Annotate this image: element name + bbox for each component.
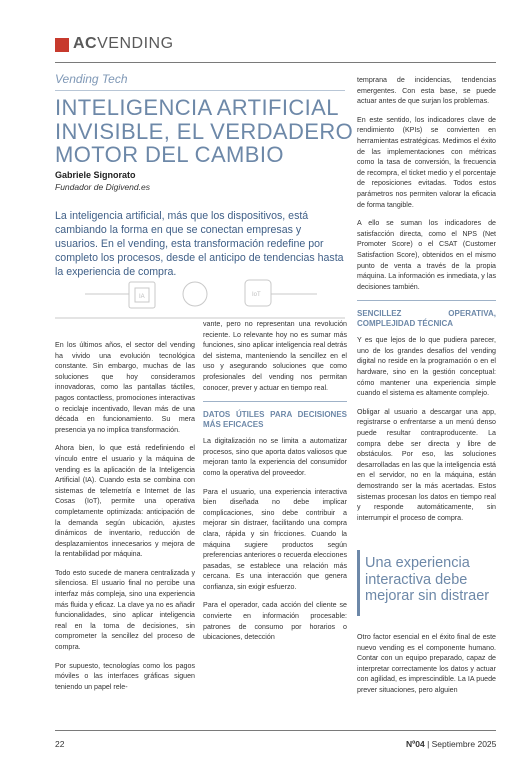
column-1 [55, 340, 195, 700]
brand-vending: VENDING [97, 35, 174, 52]
footer-rule [55, 730, 496, 731]
brand-logo [73, 35, 174, 53]
ia-label: IA [139, 294, 145, 300]
brand-ac: AC [73, 35, 98, 52]
subhead-rule [203, 401, 347, 402]
issue-number: Nº04 [406, 739, 425, 749]
paragraph: Para el operador, cada acción del cliente se convierte en información procesable: patrones de consumo por horarios o ubicaciones, detección [203, 601, 347, 642]
subhead-rule [357, 300, 496, 301]
pull-quote-bar [357, 550, 360, 616]
paragraph: La digitalización no se limita a automatizar procesos, sino que aporta datos valiosos que mejoran tanto la experiencia del consumidor como la operativa del proveedor. [203, 437, 347, 477]
paragraph: A ello se suman los indicadores de satisfacción directa, como el NPS (Net Promoter Score) o el CSAT (Customer Satisfaction Score), obtenidos en el mismo punto de venta a través de la propia máquina. La información es inmediata, y las decisiones también. [357, 219, 496, 291]
author-name: Gabriele Signorato [55, 170, 136, 180]
pull-quote: Una experiencia interactiva debe mejorar sin distraer [365, 555, 490, 604]
paragraph: Ahora bien, lo que está redefiniendo el vínculo entre el usuario y la máquina de vending es la aplicación de la Inteligencia Artificial (IA). Cuando esta se combina con sistemas de telemetría e Internet de las Cosas (IoT), permite una operativa completamente optimizada: anticipación de la demanda según ubicación, ajustes dinámicos de inventario, reducción de desplazamientos innecesarios y mejora de la rentabilidad por máquina. [55, 444, 195, 559]
ring-icon [183, 282, 207, 306]
column-3 [357, 75, 496, 531]
paragraph: Todo esto sucede de manera centralizada y silenciosa. El usuario final no percibe una interfaz más compleja, sino una experiencia más fluida y eficaz. La clave ya no es añadir funcionalidades, sino aplicar inteligencia real en la toma de decisiones, sin comprometer la sencillez del proceso de compra. [55, 568, 195, 652]
author-role: Fundador de Digivend.es [55, 182, 150, 192]
section-label: Vending Tech [55, 72, 128, 86]
page-number: 22 [55, 739, 65, 749]
paragraph: Para el usuario, una experiencia interactiva bien diseñada no debe implicar complicaciones, sino debe contribuir a mejorar sin distraer, facilitando una compra clara, rápida y sin fricciones. Cuando la máquina sugiere productos según preferencias anteriores o recuerda elecciones pasadas, se establece una relación más cercana. Es una interacción que genera confianza, sin exigir esfuerzo. [203, 487, 347, 591]
issue-info [406, 739, 496, 749]
article-title: INTELIGENCIA ARTIFICIAL INVISIBLE, EL VERDADERO MOTOR DEL CAMBIO [55, 95, 354, 167]
paragraph: Otro factor esencial en el éxito final de este nuevo vending es el componente humano. Contar con un equipo preparado, capaz de interpretar correctamente los datos y actuar con agilidad, es imprescindible. La IA puede prever situaciones, pero alguien [357, 633, 496, 694]
paragraph: Por supuesto, tecnologías como los pagos móviles o las interfaces gráficas siguen teniendo un papel rele- [55, 661, 195, 691]
lead-paragraph: La inteligencia artificial, más que los dispositivos, está cambiando la forma en que se conectan empresas y usuarios. En el vending, esta transformación redefine por completo los procesos, desde el anticipo de tendencias hasta la experiencia de compra. [55, 210, 344, 278]
column-2 [203, 319, 347, 651]
paragraph: vante, pero no representan una revolución reciente. Lo relevante hoy no es sumar más funciones, sino aplicar inteligencia real detrás del sistema, manteniendo la sencillez en el uso y asegurando soluciones que como profesionales del vending nos permitan conocer, prever y actuar en tiempo real. [203, 320, 347, 392]
paragraph: En los últimos años, el sector del vending ha vivido una evolución tecnológica constante. Sin embargo, muchas de las soluciones que hoy consideramos innovadoras, como las pantallas táctiles, pagos contactless, promociones interactivas o reciclaje incentivado, llevan más de una década en funcionamiento. Su mera presencia ya no implica transformación. [55, 341, 195, 434]
section-rule [55, 90, 345, 91]
paragraph: En este sentido, los indicadores clave de rendimiento (KPIs) se convierten en herramientas estratégicas. Medimos el éxito de las implementaciones con métricas como la tasa de conversión, la frecuencia de recompra, el ticket medio y el porcentaje de reposiciones evitadas. Todos estos parámetros nos permiten valorar la eficacia de forma tangible. [357, 115, 496, 209]
paragraph: temprana de incidencias, tendencias emergentes. Con esta base, se puede actuar antes de que surjan los problemas. [357, 76, 496, 106]
header-rule [55, 62, 496, 63]
paragraph: Y es que lejos de lo que pudiera parecer, uno de los grandes desafíos del vending digital no reside en la programación o en el hardware, sino en la gestión conceptual: cómo mantener una experiencia simple cuando el sistema es altamente complejo. [357, 336, 496, 398]
issue-date: | Septiembre 2025 [424, 739, 497, 749]
iot-label: IoT [252, 292, 261, 298]
subhead-datos: DATOS ÚTILES PARA DECISIONES MÁS EFICACES [203, 410, 347, 430]
brand-logo-mark [55, 38, 69, 52]
subhead-sencillez: SENCILLEZ OPERATIVA, COMPLEJIDAD TÉCNICA [357, 309, 496, 329]
paragraph: Obligar al usuario a descargar una app, registrarse o enfrentarse a un menú denso puede resultar contraproducente. La compra debe ser directa y libre de obstáculos. Por eso, las soluciones desarrolladas en las que la inteligencia está en el servidor, no en la máquina, están demostrando ser la más acertadas. Estos sistemas procesan los datos en tiempo real y responde automáticamente, sin interrumpir el proceso de compra. [357, 407, 496, 522]
column-3-continued [357, 632, 496, 704]
